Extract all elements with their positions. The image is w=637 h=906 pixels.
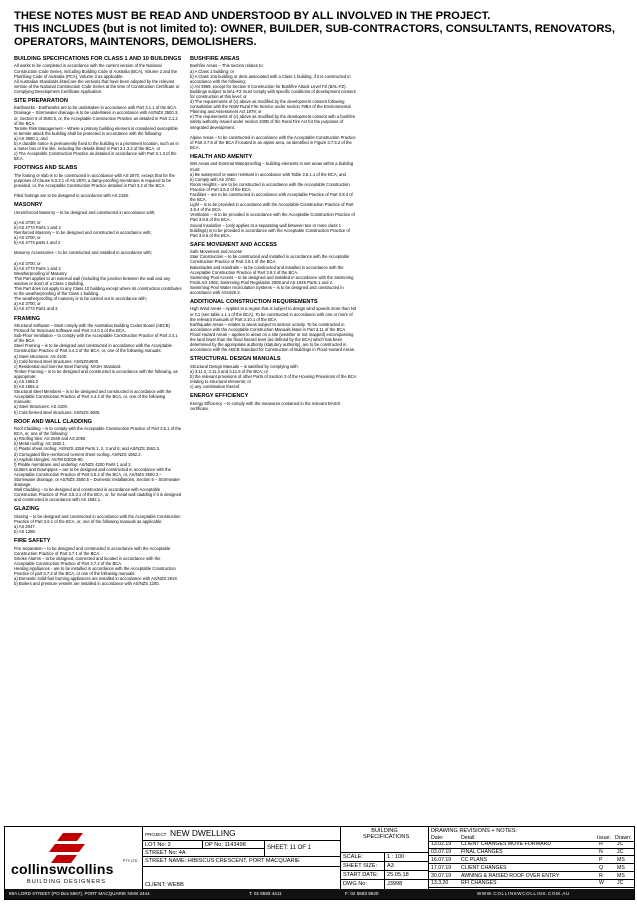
footer-fax: F: 02 6583 9820 bbox=[345, 891, 379, 896]
street-name-cell bbox=[143, 857, 341, 867]
spec-section bbox=[14, 98, 182, 161]
revision-row bbox=[429, 873, 634, 880]
sheet-size-value: A3 bbox=[387, 863, 394, 869]
section-heading: FIRE SAFETY bbox=[14, 538, 51, 545]
revision-detail: FINAL CHANGES bbox=[461, 849, 503, 856]
scale-label-cell bbox=[341, 853, 385, 862]
revisions-title: DRAWING REVISIONS + NOTES: bbox=[431, 828, 518, 834]
dwg-value-cell bbox=[385, 880, 429, 889]
scale-value-cell bbox=[385, 853, 429, 862]
revision-drawn: JC bbox=[617, 841, 624, 848]
street-name: STREET NAME: HIBISCUS CRESCENT, PORT MACQUARIE bbox=[145, 858, 300, 864]
revision-date: 13.02.19 bbox=[431, 841, 452, 848]
start-date-value-cell bbox=[385, 871, 429, 880]
revision-detail: CC PLANS bbox=[461, 856, 487, 863]
notice-line-2: THIS INCLUDES (but is not limited to): OWNER, BUILDER, SUB-CONTRACTORS, CONSULTANTS, RENOVATORS, OPERATORS, MAINTENORS, DEMOLISHERS. bbox=[14, 23, 615, 48]
section-heading: STRUCTURAL DESIGN MANUALS bbox=[190, 356, 281, 363]
revision-detail: RFI CHANGES bbox=[461, 880, 497, 887]
revision-row bbox=[429, 841, 634, 848]
start-date-value: 25.05.18 bbox=[387, 872, 409, 878]
revision-detail: CLIENT CHANGES MOVE FORWARD bbox=[461, 841, 552, 848]
street-number: STREET No: 4A bbox=[145, 850, 186, 856]
revision-issue: R bbox=[599, 872, 603, 879]
dp-cell bbox=[203, 841, 265, 849]
sheet-size-value-cell bbox=[385, 862, 429, 871]
spec-section bbox=[14, 419, 182, 503]
right-column bbox=[190, 52, 358, 413]
revision-issue: Q bbox=[599, 864, 604, 871]
section-heading: ENERGY EFFICIENCY bbox=[190, 393, 249, 400]
notice-line-1: THESE NOTES MUST BE READ AND UNDERSTOOD BY ALL INVOLVED IN THE PROJECT. bbox=[14, 10, 491, 22]
sheet-number: SHEET: 11 OF 1 bbox=[267, 845, 311, 851]
spec-section bbox=[190, 242, 358, 295]
street-no-cell bbox=[143, 849, 265, 857]
notice-banner bbox=[14, 10, 624, 49]
lot-number: LOT No: 2 bbox=[145, 842, 171, 848]
dwg-label-cell bbox=[341, 880, 385, 889]
company-logo bbox=[5, 827, 143, 889]
rev-header-drawn: Drawn: bbox=[615, 835, 632, 841]
revision-issue: N bbox=[599, 849, 603, 856]
dwg-number: J3998 bbox=[387, 881, 403, 887]
revision-date: 17.07.19 bbox=[431, 864, 452, 871]
dwg-label: DWG No: bbox=[343, 881, 367, 887]
start-date-label: START DATE: bbox=[343, 872, 379, 878]
client-name: CLIENT: WEBB bbox=[145, 882, 184, 888]
section-heading: SITE PREPARATION bbox=[14, 97, 68, 104]
brand-pty: PTY LTD bbox=[123, 859, 138, 863]
revision-detail: CLIENT CHANGES bbox=[461, 864, 507, 871]
rev-header-detail: Detail: bbox=[461, 835, 476, 841]
section-heading: BUILDING SPECIFICATIONS FOR CLASS 1 AND 10 BUILDINGS bbox=[14, 56, 182, 62]
project-cell bbox=[143, 827, 341, 841]
spec-section bbox=[14, 56, 182, 94]
rev-header-issue: Issue: bbox=[597, 835, 611, 841]
section-body: Energy Efficiency – to comply with the measures contained in the relevant BASIX certificate. bbox=[190, 400, 342, 411]
revision-date: 03.07.19 bbox=[431, 849, 452, 856]
section-heading: BUSHFIRE AREAS bbox=[190, 56, 240, 62]
section-heading: ROOF AND WALL CLADDING bbox=[14, 418, 92, 425]
section-body: Bushfire Areas – This section relates to: a) A Class 1 building; or b) A Class 10a building or deck associated with a Class 1 building, if it is constructed in accordance with the following: c) AS 3959, except for Section 9 Construction for Bushfire Attack Level FZ (BAL-FZ). Buildings subject to BAL-FZ must comply with specific conditions of development consent for construction at this level; or d) The requirements of (c) above as modified by the development consent following consultation with the NSW Rural Fire Service under section 79BA of the Environmental Planning and Assessment Act 1979; or e) The requirements of (c) above as modified by the development consent with a bushfire safety authority issued under section 100B of the Rural Fire Act for the purposes of integrated development. Alpine Areas – to be constructed in accordance with the Acceptable Construction Practice of Part 3.7.5 of the BCA if located in an alpine area, as identified in Figure 3.7.5.2 of the BCA. bbox=[190, 63, 356, 150]
section-heading: GLAZING bbox=[14, 506, 40, 513]
section-heading: FOOTINGS AND SLABS bbox=[14, 165, 78, 172]
section-body: Earthworks - Earthworks are to be undertaken in accordance with Part 3.1.1 of the BCA. Drainage – Stormwater drainage is to be undertaken in accordance with AS/NZS 3500.3, or, Section 5 of 3500.5, or, the Acceptable Construction Practice as detailed in Part 3.1.2 of the BCA. Termite Risk Management – Where a primary building element is considered susceptible to termite attack the building shall be protected in accordance with the following: a) AS 3660.1; and b) A durable notice is permanently fixed to the building in a prominent location, such as in a meter box or the like, including the details listed in Part 3.1.3.2 of the BCA, or c) The Acceptable Construction Practice as detailed in accordance with Part 3.1.3 of the BCA. bbox=[14, 105, 179, 162]
spec-section bbox=[14, 165, 182, 198]
revision-drawn: JC bbox=[617, 849, 624, 856]
section-body: Structural Design Manuals – is satisfied by complying with: a) 3.11.2, 3.11.3 and 3.11.6 of the BCA; or b) the relevant provisions of other Parts of Section 3 of the Housing Provisions of the BCA relating to structural elements; or c) any combination thereof. bbox=[190, 363, 357, 390]
spec-title-cell bbox=[341, 827, 429, 853]
revision-row bbox=[429, 849, 634, 856]
revisions-table bbox=[429, 827, 634, 889]
section-body: Roof Cladding – is to comply with the Acceptable Construction Practice of Part 3.5.1 of the BCA, or, one of the following: a) Roofing tiles: AS 2049 and AS 2050. b) Metal roofing: AS 1562.1. c) Plastic sheet roofing: AS/NZS 4256 Parts 1, 2, 3 and 5; and AS/NZS 1562.3. d) Corrugated fibre-reinforced cement sheet roofing: AS/NZS 1562.2. e) Asphalt shingles: ASTM D3018-90. f) Pliable membrane and underlay: AS/NZS 4200 Parts 1 and 2. Gutters and Downpipes – are to be designed and constructed in accordance with the Acceptable Construction Practice of Part 3.5.2 of the BCA, or, AS/NZS 3500.3 – Stormwater drainage, or AS/NZS 3500.5 – Domestic installations, Section 5 – Stormwater drainage. Wall Cladding – to be designed and constructed in accordance with Acceptable Construction Practice of Part 3.5.3.1 of the BCA, or, for metal wall cladding if it is designed and constructed in accordance with AS 1562.1. bbox=[14, 426, 182, 503]
revision-row bbox=[429, 857, 634, 864]
spec-section bbox=[14, 316, 182, 415]
spec-section bbox=[14, 202, 182, 311]
lot-cell bbox=[143, 841, 203, 849]
section-body: Wet Areas and External Waterproofing – building elements in wet areas within a building must: a) Be waterproof or water resistant in accordance with Table 3.8.1.1 of the BCA; and b) Comply with AS 3740. Room Heights – are to be constructed in accordance with the Acceptable Construction Practice of Part 3.8.2 of the BCA. Facilities – are to be constructed in accordance with Acceptable Practice of Part 3.8.3 of the BCA. Light – is to be provided in accordance with the Acceptable Construction Practice of Part 3.8.4 of the BCA. Ventilation – is to be provided in accordance with the Acceptable Construction Practice of Part 3.8.5 of the BCA. Sound Insulation – (only applies to a separating wall between two or more class 1 buildings) is to be provided in accordance with the Acceptable Construction Practice of Part 3.8.6 of the BCA. bbox=[190, 161, 355, 238]
revision-issue: H bbox=[599, 841, 603, 848]
footer-bar bbox=[5, 889, 634, 899]
scale-value: 1 : 100 bbox=[387, 854, 405, 860]
revision-drawn: MS bbox=[617, 872, 625, 879]
revision-issue: P bbox=[599, 856, 603, 863]
footer-website: WWW.COLLINSWCOLLINS.COM.AU bbox=[477, 891, 570, 896]
revision-date: 13.3.20 bbox=[431, 880, 449, 887]
revision-detail: AWNING & RAISED ROOF OVER ENTRY bbox=[461, 872, 560, 879]
project-name: NEW DWELLING bbox=[170, 828, 236, 838]
revision-drawn: MS bbox=[617, 864, 625, 871]
section-body: Fire Separation – to be designed and constructed in accordance with the Acceptable Construction Practice of Part 3.7.1 of the BCA. Smoke Alarms – to be designed, connected and located in accordance with the Acceptable Construction Practice of Part 3.7.2 of the BCA. Heating Appliances - are to be installed in accordance with the Acceptable Construction Practice of part 3.7.3 of the BCA, or one of the following manuals: a) Domestic solid-fuel burning appliances are installed in accordance with AS/NZS 2918. b) Boilers and pressure vessels are installed in accordance with AS/NZS 1200. bbox=[14, 545, 178, 587]
spec-section bbox=[14, 506, 182, 534]
brand-name: collinswcollins bbox=[11, 861, 114, 877]
section-heading: HEALTH AND AMENITY bbox=[190, 154, 253, 160]
section-body: Unreinforced Masonry – to be designed and constructed in accordance with; a) AS 3700; or b) AS 4773 Parts 1 and 2 Reinforced Masonry – to be designed and constructed in accordance with; a) AS 3700; or b) AS 4773 parts 1 and 2 Masonry Accessories – to be constructed and installed in accordance with; a) AS 3700; or b) AS 4773 Parts 1 and 2 Weatherproofing of Masonry This Part applies to an external wall (including the junction between the wall and any window or door) of a Class 1 Building. This Part does not apply to any Class 10 building except where its construction contributes to the weatherproofing of the Class 1 building. The weatherproofing of masonry is to be carried out in accordance with; a) AS 3700; or b) AS 4773 Part1 and 2 bbox=[14, 209, 182, 312]
rev-header-date: Date: bbox=[431, 835, 444, 841]
footer-telephone: T: 02 6583 4411 bbox=[249, 891, 282, 896]
section-body: The footing or slab is to be constructed in accordance with AS 2870, except that for the purposes of Clause 5.3.3.1 of AS 2870, a damp-proofing membrane is required to be provided, or, the Acceptable Construction Practice detailed in Part 3.2 of the BCA. Piled footings are to be designed in accordance with AS 2159. bbox=[14, 172, 175, 199]
spec-section bbox=[190, 154, 358, 238]
specification-columns bbox=[14, 52, 624, 814]
left-column bbox=[14, 52, 182, 588]
revision-issue: W bbox=[599, 880, 604, 887]
section-body: High Wind Areas – Applies to a region that is subject to design wind speeds more than N3 or C1 (see table 1.1.1 of the BCA). To be constructed in accordance with one or more of the relevant manuals of Part 3.10.1 of the BCA Earthquake Areas – relates to areas subject to seismic activity. To be constructed in accordance with the Acceptable Construction Manuals listed in Part 3.11 of the BCA. Flood Hazard Areas – applies to areas on a site (weather or not mapped) encompassing the land lower than the flood hazard level (as defined by the BCA) which has been determined by the appropriate authority (statutory authority), are to be constructed in accordance with the ABCB Standard for Construction of Buildings in Flood Hazard Areas. bbox=[190, 306, 357, 353]
spec-section bbox=[190, 393, 358, 411]
section-heading: SAFE MOVEMENT AND ACCESS bbox=[190, 241, 277, 248]
sheet-cell bbox=[265, 841, 341, 857]
section-heading: FRAMING bbox=[14, 315, 41, 322]
revision-date: 30.07.19 bbox=[431, 872, 452, 879]
section-body: All works to be completed in accordance with the current version of the National Construction Code Series, including Building Code of Australia (BCA), Volume 2 and the Plumbing Code of Australia (PCA), Volume 3 as applicable. All Australian Standards listed are the versions that have been adopted by the relevant version of the National Construction Code Series at the time of Construction Certificate or Complying Development Certificate Application. bbox=[14, 63, 180, 94]
revision-drawn: MS bbox=[617, 856, 625, 863]
spec-section bbox=[190, 56, 358, 150]
spec-title: BUILDING SPECIFICATIONS bbox=[363, 828, 410, 841]
sheet-size-label: SHEET SIZE: bbox=[343, 863, 378, 869]
revision-row bbox=[429, 865, 634, 872]
title-block bbox=[4, 826, 635, 900]
spec-section bbox=[14, 538, 182, 586]
section-body: Safe Movement and Access Stair Construction – to be constructed and installed in accordance with the Acceptable Construction Practice of Part 3.9.1 of the BCA. Balustrades and Handrails – to be constructed and installed in accordance with the Acceptable Construction Practice of Part 3.9.2 of the BCA. Swimming Pool Access – to be designed and installed in accordance with the Swimming Pools Act 1992, Swimming Pool Regulation 2008 and AS 1926 Parts 1 and 2. Swimming Pool Water recirculation Systems – is to be designed and constructed in accordance with AS1926.3. bbox=[190, 249, 354, 295]
project-label: PROJECT bbox=[145, 832, 167, 837]
revision-row bbox=[429, 880, 634, 887]
start-date-label-cell bbox=[341, 871, 385, 880]
revision-drawn: JC bbox=[617, 880, 624, 887]
dp-number: DP No: 1143498 bbox=[205, 842, 246, 848]
client-cell bbox=[143, 867, 341, 889]
footer-address: 89A LORD STREET (PO Box 5667), PORT MACQUARIE NSW 2444 bbox=[9, 891, 150, 896]
section-heading: ADDITIONAL CONSTRUCTION REQUIREMENTS bbox=[190, 299, 318, 306]
scale-label: SCALE: bbox=[343, 854, 363, 860]
brand-subtitle: BUILDING DESIGNERS bbox=[27, 879, 106, 885]
section-body: Glazing – to be designed and constructed in accordance with the Acceptable Construction Practice of Part 3.6.1 of the BCA, or, one of the following manuals as applicable: a) AS 2047. b) AS 1288. bbox=[14, 513, 181, 535]
section-body: Structural Software – Must comply with the Australian Building Codes Board (ABCB) Protocol for Structural Software and Part 3.4.0.2 of the BCA. Sub-Floor Ventilation – to comply with the Acceptable Construction Practice of Part 3.4.1 of the BCA. Steel Framing – is to be designed and constructed in accordance with the Acceptable Construction Practice of Part 3.4.2 of the BCA, or, one of the following manuals: a) Steel structures: AS 4100. b) Cold-formed steel structures: AS/NZS4600. c) Residential and low-rise steel framing: NASH Standard. Timber Framing – is to be designed and constructed in accordance with the following, as appropriate: a) AS 1684.2 b) AS 1684.4. Structural Steel Members – is to be designed and constructed in accordance with the Acceptable Construction Practice of Part 3.4.4 of the BCA, or, one of the following manuals: a) Steel Structures: AS 4100. b) Cold-formed steel structures: AS/NZS 4600. bbox=[14, 322, 178, 415]
spec-section bbox=[190, 299, 358, 352]
section-heading: MASONRY bbox=[14, 202, 43, 209]
spec-section bbox=[190, 356, 358, 389]
sheet-size-label-cell bbox=[341, 862, 385, 871]
revision-date: 16.07.19 bbox=[431, 856, 452, 863]
